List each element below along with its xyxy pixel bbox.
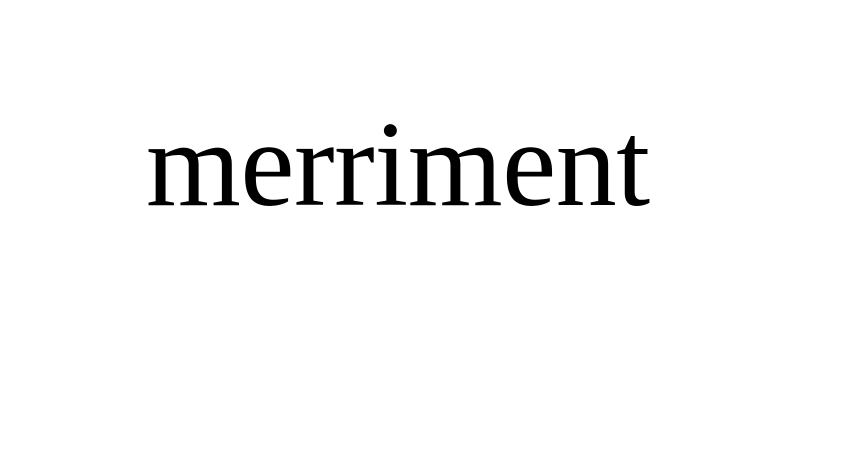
word-text: merriment <box>146 97 650 232</box>
